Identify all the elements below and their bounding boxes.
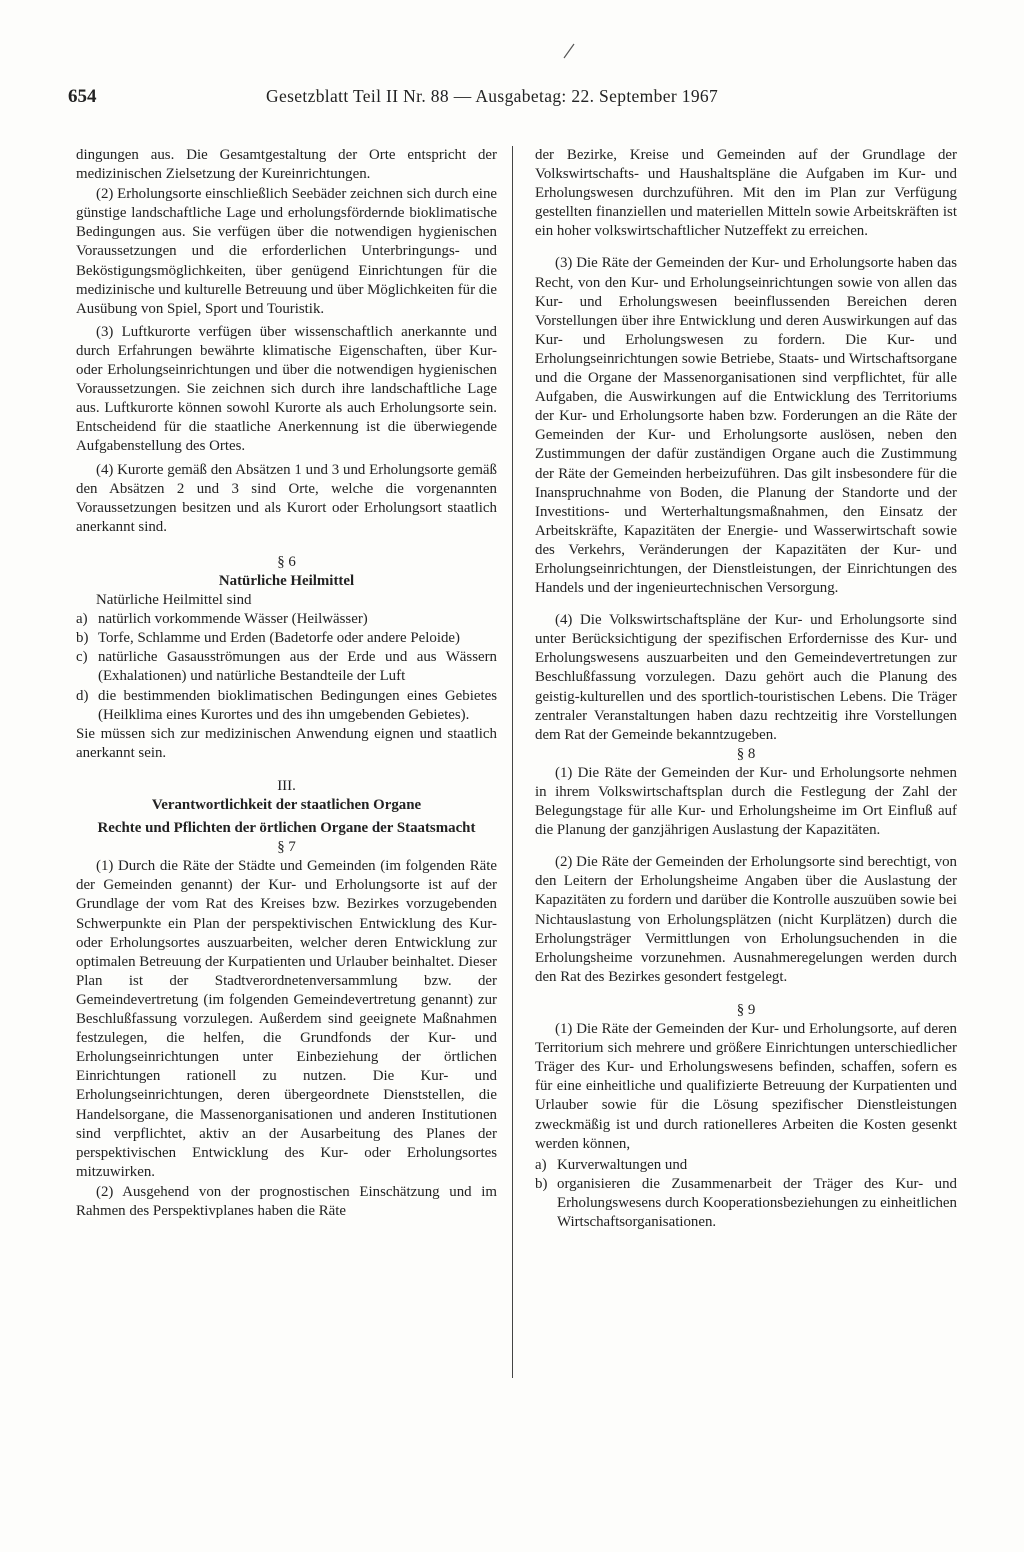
list-text: Torfe, Schlamme und Erden (Badetorfe oder andere Peloide) (98, 630, 460, 647)
section-7-paragraph-2: (2) Ausgehend von der prognostischen Einschätzung und im Rahmen des Perspektivplanes haben die Räte (76, 1183, 497, 1219)
page-number: 654 (68, 86, 97, 107)
section-6-intro: Natürliche Heilmittel sind (96, 592, 252, 609)
section-6-title: Natürliche Heilmittel (218, 572, 355, 589)
list-item (76, 648, 497, 686)
section-6-closing: Sie müssen sich zur medizinischen Anwendung eignen und staatlich anerkannt sein. (76, 725, 497, 761)
section-8-paragraph-2: (2) Die Räte der Gemeinden der Erholungsorte sind berechtigt, von den Leitern der Erholungsheime Angaben über die Auslastung der Kapazitäten zu fordern und darüber die Kontrolle auszuüben sowie bei Nichtauslastung von Erholungsplätzen (nicht Kurplätzen) durch die Erholungsträger Vermittlungen von Erholungsuchenden in die Erholungsheime vorzunehmen. Ausnahmeregelungen werden durch den Rat des Bezirkes gesondert festgelegt. (535, 854, 957, 985)
list-marker: a) (535, 1156, 547, 1173)
section-7-symbol: § 7 (277, 839, 296, 856)
part-number: III. (277, 777, 296, 794)
list-text: natürliche Gasausströmungen aus der Erde und aus Wässern (Exhalationen) und natürliche Bestandteile der Luft (98, 649, 497, 685)
running-title: Gesetzblatt Teil II Nr. 88 — Ausgabetag: 22. September 1967 (266, 86, 719, 106)
page-header (68, 86, 972, 110)
column-divider (512, 146, 513, 1378)
list-text: organisieren die Zusammenarbeit der Träger des Kur- und Erholungswesens durch Kooperationsbeziehungen zu einheitlichen Wirtschaftsorganisationen. (557, 1175, 957, 1230)
section-8-paragraph-1: (1) Die Räte der Gemeinden der Kur- und Erholungsorte nehmen in ihrem Volkswirtschaftsplan durch die Festlegung der Zahl der Belegungstage für alle Kur- und Erholungsheime im Ort Einfluß auf die Planung der ganzjährigen Auslastung der Kapazitäten. (535, 764, 957, 839)
list-item (535, 1175, 957, 1232)
section-7-paragraph-3: (3) Die Räte der Gemeinden der Kur- und Erholungsorte haben das Recht, von den Kur- und Erholungseinrichtungen sowie von allen das Kur- und Erholungswesen beeinflussenden Bereichen deren Vorstellungen über ihre Entwicklung und deren Auswirkungen auf das Kur- und Erholungswesen zu fordern. Die Kur- und Erholungseinrichtungen sowie Betriebe, Staats- und Wirtschaftsorgane und die Organe der Massenorganisationen sind verpflichtet, für alle Aufgaben, die Auswirkungen auf die Entwicklung des Territoriums der Kur- und Erholungsorte haben bzw. Forderungen an die Räte der Gemeinden der Kur- und Erholungsorte auslösen, neben den Zustimmungen der dafür zuständigen Organe auch die Zustimmung der Räte der Gemeinden herbeizuführen. Das gilt insbesondere für die Inanspruchnahme von Boden, die Planung der Standorte und der Investitions- und Werterhaltungsmaßnahmen, den Einsatz der Arbeitskräfte, Kapazitäten der Energie- und Wasserwirtschaft sowie des Verkehrs, Veränderungen der Kapazitäten der Kur- und Erholungseinrichtungen, der Dienstleistungen, der Einrichtungen des Handels und der ingenieurtechnischen Versorgung. (535, 255, 957, 597)
heilmittel-list (76, 610, 497, 725)
paragraph-erholungsorte: (2) Erholungsorte einschließlich Seebäder zeichnen sich durch eine günstige landschaftliche Lage und erholungsfördernde bioklimatische Bedingungen aus. Sie verfügen über die notwendigen hygienischen Voraussetzungen und die erforderlichen Unterbringungs- und Beköstigungsmöglichkeiten, über genügend Einrichtungen für die medizinische und kulturelle Betreuung und über Möglichkeiten für die Ausübung von Spiel, Sport und Touristik. (76, 186, 497, 317)
right-column (535, 146, 957, 1232)
section-9-paragraph-1: (1) Die Räte der Gemeinden der Kur- und Erholungsorte, auf deren Territorium sich mehrere und größere Einrichtungen unterschiedlicher Träger des Kur- und Erholungswesens befinden, schaffen, sofern es für eine einheitliche und qualifizierte Betreuung der Kurpatienten und Urlauber sowie für die Lösung spezifischer Dienstleistungen zweckmäßig ist und durch rationelleres Arbeiten die Kosten gesenkt werden können, (535, 1021, 957, 1152)
list-item (76, 610, 497, 629)
section-7-paragraph-4: (4) Die Volkswirtschaftspläne der Kur- und Erholungsorte sind unter Berücksichtigung der spezifischen Erfordernisse des Kur- und Erholungswesens auszuarbeiten und den Gemeindevertretungen zur Beschlußfassung vorzulegen. Dazu gehört auch die Planung des geistig-kulturellen und des sportlich-touristischen Lebens. Die Träger zentraler Veranstaltungen haben dazu rechtzeitig ihre Vorstellungen dem Rat der Gemeinde bekanntzugeben. (535, 612, 957, 743)
list-marker: c) (76, 649, 88, 666)
list-item (76, 687, 497, 725)
section-6-symbol: § 6 (277, 553, 296, 570)
list-marker: a) (76, 611, 88, 628)
list-item (76, 629, 497, 648)
paragraph-luftkurorte: (3) Luftkurorte verfügen über wissenschaftlich anerkannte und durch Erfahrungen bewährte klimatische Eigenschaften, über Kur- oder Erholungseinrichtungen und über die notwendigen hygienischen Voraussetzungen. Sie zeichnen sich durch ihre landschaftliche Lage aus. Luftkurorte können sowohl Kurorte als auch Erholungsorte sein. Entscheidend für die staatliche Anerkennung ist die überwiegende Aufgabenstellung des Ortes. (76, 323, 497, 455)
section-7-paragraph-1: (1) Durch die Räte der Städte und Gemeinden (im folgenden Räte der Gemeinden genannt) der Kur- und Erholungsorte ist auf der Grundlage der vom Rat des Kreises bzw. Bezirkes vorzugebenden Schwerpunkte ein Plan der perspektivischen Entwicklung des Kur- oder Erholungsortes auszuarbeiten, welcher deren Entwicklung zur optimalen Betreuung der Kurpatienten und Urlauber beinhaltet. Dieser Plan ist der Stadtverordnetenversammlung bzw. der Gemeindevertretung (im folgenden Gemeindevertretung genannt) zur Beschlußfassung vorzulegen. Außerdem sind geeignete Maßnahmen festzulegen, die helfen, die Grundfonds der Kur- und Erholungseinrichtungen unter Einbeziehung der örtlichen Einrichtungen rationell zu nutzen. Die Kur- und Erholungseinrichtungen, deren übergeordnete Dienststellen, die Handelsorgane, die Massenorganisationen und anderen Institutionen sind verpflichtet, aktiv an der Ausarbeitung des Planes der perspektivischen Entwicklung des Kur- oder Erholungsortes mitzuwirken. (76, 858, 497, 1180)
section-9-list (535, 1156, 957, 1232)
part-subtitle: Rechte und Pflichten der örtlichen Organe der Staatsmacht (97, 820, 476, 837)
list-marker: b) (76, 630, 89, 647)
pencil-mark (562, 42, 576, 60)
paragraph-continuation: dingungen aus. Die Gesamtgestaltung der Orte entspricht der medizinischen Zielsetzung der Kureinrichtungen. (76, 147, 497, 183)
section-8-symbol: § 8 (736, 745, 756, 762)
section-9-symbol: § 9 (736, 1001, 756, 1018)
list-text: die bestimmenden bioklimatischen Bedingungen eines Gebietes (Heilklima eines Kurortes und des ihn umgebenden Gebietes). (98, 687, 497, 723)
list-marker: b) (535, 1175, 548, 1192)
list-marker: d) (76, 687, 89, 704)
list-item (535, 1156, 957, 1175)
paragraph-kurorte: (4) Kurorte gemäß den Absätzen 1 und 3 und Erholungsorte gemäß den Absätzen 2 und 3 sind Orte, welche die vorgenannten Voraussetzungen besitzen und als Kurort oder Erholungsort staatlich anerkannt sind. (76, 461, 497, 535)
list-text: natürlich vorkommende Wässer (Heilwässer) (98, 611, 368, 628)
paragraph-continuation: der Bezirke, Kreise und Gemeinden auf der Grundlage der Volkswirtschafts- und Haushaltspläne die Aufgaben im Kur- und Erholungswesen durchzuführen. Mit den im Plan zur Verfügung gestellten finanziellen und materiellen Mitteln sowie Arbeitskräften ist ein hoher volkswirtschaftlicher Nutzeffekt zu erreichen. (535, 147, 957, 240)
part-title: Verantwortlichkeit der staatlichen Organe (151, 797, 422, 813)
list-text: Kurverwaltungen und (557, 1156, 688, 1173)
left-column (76, 146, 497, 1221)
